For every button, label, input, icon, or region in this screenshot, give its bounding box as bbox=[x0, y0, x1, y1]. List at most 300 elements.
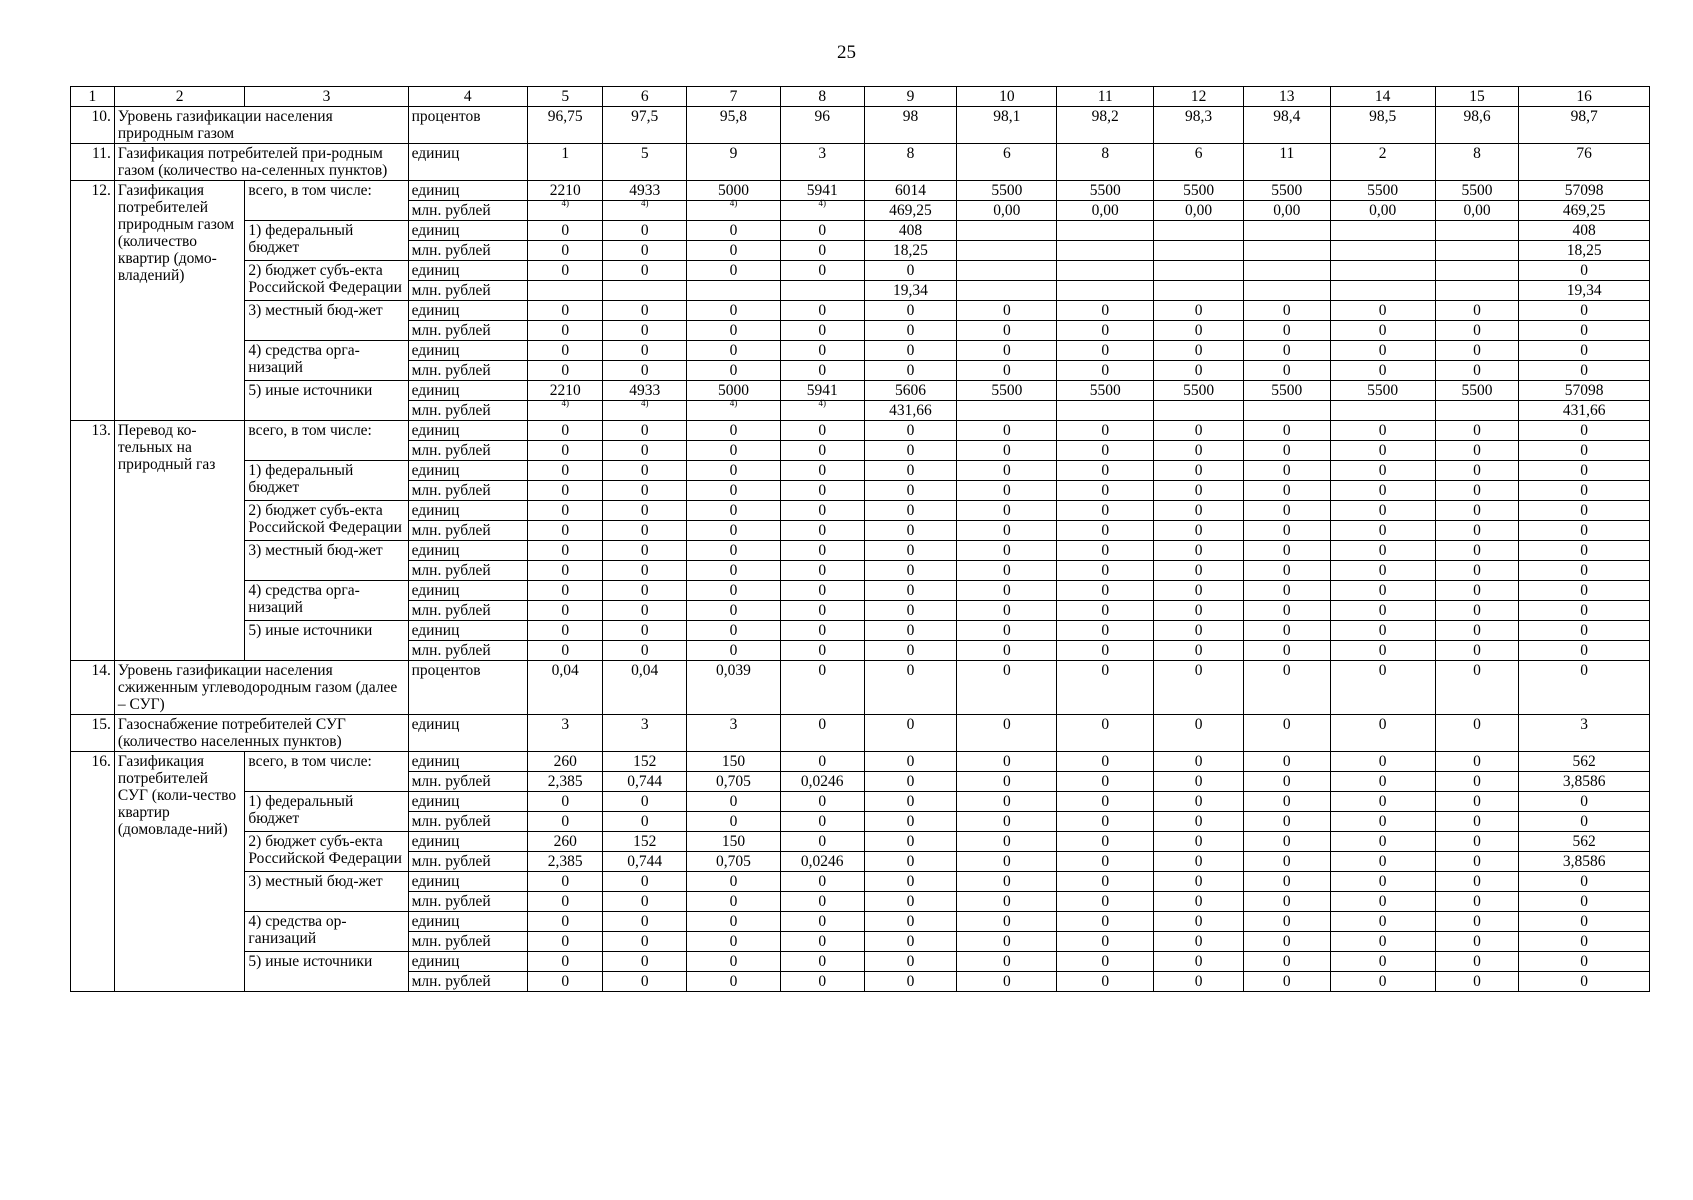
value-cell: 0 bbox=[1519, 952, 1650, 972]
value-cell: 0 bbox=[527, 892, 602, 912]
value-cell: 0 bbox=[1057, 872, 1154, 892]
value-cell: 0 bbox=[864, 812, 957, 832]
value-cell: 0 bbox=[1057, 792, 1154, 812]
value-cell: 0 bbox=[1435, 812, 1519, 832]
funding-subject-label: 2) бюджет субъ-екта Российской Федерации bbox=[245, 832, 408, 872]
value-cell: 0 bbox=[1243, 561, 1330, 581]
value-cell bbox=[1243, 401, 1330, 421]
unit-cell: единиц bbox=[408, 541, 527, 561]
value-cell: 0 bbox=[1057, 561, 1154, 581]
table-row bbox=[71, 107, 1650, 144]
value-cell: 0 bbox=[957, 872, 1057, 892]
value-cell: 0 bbox=[957, 601, 1057, 621]
value-cell: 2210 bbox=[527, 181, 602, 201]
value-cell: 0,00 bbox=[1330, 201, 1435, 221]
value-cell: 0 bbox=[527, 221, 602, 241]
value-cell: 0 bbox=[864, 301, 957, 321]
value-cell: 8 bbox=[1057, 144, 1154, 181]
value-cell: 0 bbox=[864, 501, 957, 521]
value-cell: 0 bbox=[1435, 461, 1519, 481]
value-cell: 98,7 bbox=[1519, 107, 1650, 144]
value-cell: 0 bbox=[527, 301, 602, 321]
value-cell: 0 bbox=[1519, 812, 1650, 832]
value-cell: 0 bbox=[603, 301, 687, 321]
value-cell: 0 bbox=[1154, 421, 1244, 441]
table-row bbox=[71, 381, 1650, 401]
value-cell bbox=[780, 281, 864, 301]
value-cell: 0 bbox=[687, 481, 781, 501]
value-cell: 0 bbox=[1154, 932, 1244, 952]
value-cell: 0 bbox=[864, 852, 957, 872]
value-cell: 0 bbox=[1330, 752, 1435, 772]
value-cell: 0 bbox=[527, 341, 602, 361]
column-number: 11 bbox=[1057, 87, 1154, 107]
column-number: 2 bbox=[114, 87, 245, 107]
funding-local-label: 3) местный бюд-жет bbox=[245, 301, 408, 341]
value-cell: 150 bbox=[687, 752, 781, 772]
value-cell: 0 bbox=[1519, 621, 1650, 641]
value-cell: 3 bbox=[527, 715, 602, 752]
value-cell: 0 bbox=[1330, 772, 1435, 792]
column-number: 4 bbox=[408, 87, 527, 107]
unit-cell: млн. рублей bbox=[408, 601, 527, 621]
value-cell: 0 bbox=[527, 932, 602, 952]
value-cell: 0 bbox=[1435, 341, 1519, 361]
value-cell: 0 bbox=[603, 581, 687, 601]
value-cell: 0 bbox=[1330, 341, 1435, 361]
value-cell: 562 bbox=[1519, 832, 1650, 852]
value-cell: 5500 bbox=[1154, 381, 1244, 401]
value-cell: 0 bbox=[1243, 541, 1330, 561]
value-cell: 0 bbox=[780, 461, 864, 481]
value-cell: 0 bbox=[864, 832, 957, 852]
unit-cell: единиц bbox=[408, 912, 527, 932]
value-cell: 5500 bbox=[1435, 381, 1519, 401]
value-cell: 4933 bbox=[603, 381, 687, 401]
indicator-label: Перевод ко-тельных на природный газ bbox=[114, 421, 245, 661]
value-cell: 0 bbox=[1330, 792, 1435, 812]
value-cell: 0 bbox=[780, 792, 864, 812]
value-cell bbox=[1330, 241, 1435, 261]
value-cell: 5000 bbox=[687, 381, 781, 401]
value-cell: 0 bbox=[1330, 912, 1435, 932]
value-cell: 0 bbox=[1154, 341, 1244, 361]
value-cell: 0 bbox=[1057, 812, 1154, 832]
value-cell: 0,039 bbox=[687, 661, 781, 715]
value-cell: 0 bbox=[1519, 792, 1650, 812]
value-cell: 0 bbox=[1435, 301, 1519, 321]
value-cell: 97,5 bbox=[603, 107, 687, 144]
value-cell: 0,04 bbox=[527, 661, 602, 715]
value-cell: 0 bbox=[957, 792, 1057, 812]
value-cell: 0 bbox=[1154, 621, 1244, 641]
value-cell: 0 bbox=[780, 621, 864, 641]
value-cell: 0 bbox=[527, 461, 602, 481]
value-cell: 0 bbox=[603, 481, 687, 501]
value-cell: 0 bbox=[1243, 621, 1330, 641]
value-cell: 5500 bbox=[1435, 181, 1519, 201]
value-cell: 0 bbox=[1330, 501, 1435, 521]
value-cell: 0 bbox=[780, 541, 864, 561]
value-cell: 150 bbox=[687, 832, 781, 852]
unit-cell: млн. рублей bbox=[408, 281, 527, 301]
funding-federal-label: 1) федеральный бюджет bbox=[245, 461, 408, 501]
value-cell: 0 bbox=[864, 912, 957, 932]
value-cell: 0 bbox=[957, 641, 1057, 661]
value-cell: 0 bbox=[864, 361, 957, 381]
value-cell: 0 bbox=[1330, 561, 1435, 581]
value-cell: 152 bbox=[603, 832, 687, 852]
value-cell: 0 bbox=[603, 241, 687, 261]
value-cell: 9 bbox=[687, 144, 781, 181]
value-cell: 0 bbox=[1435, 481, 1519, 501]
value-cell bbox=[1330, 281, 1435, 301]
value-cell: 562 bbox=[1519, 752, 1650, 772]
unit-cell: единиц bbox=[408, 581, 527, 601]
column-number: 1 bbox=[71, 87, 115, 107]
value-cell: 0 bbox=[1519, 892, 1650, 912]
value-cell: 0 bbox=[780, 641, 864, 661]
value-cell: 0 bbox=[780, 221, 864, 241]
value-cell: 0 bbox=[1154, 792, 1244, 812]
unit-cell: млн. рублей bbox=[408, 201, 527, 221]
value-cell: 0 bbox=[1435, 792, 1519, 812]
value-cell: 0 bbox=[1057, 752, 1154, 772]
value-cell: 0 bbox=[1243, 715, 1330, 752]
value-cell bbox=[957, 261, 1057, 281]
value-cell: 0 bbox=[957, 972, 1057, 992]
unit-cell: единиц bbox=[408, 621, 527, 641]
unit-cell: млн. рублей bbox=[408, 641, 527, 661]
value-cell: 0 bbox=[1519, 641, 1650, 661]
value-cell: 0 bbox=[603, 461, 687, 481]
value-cell: 0 bbox=[780, 481, 864, 501]
value-cell: 0 bbox=[1519, 912, 1650, 932]
table-row bbox=[71, 461, 1650, 481]
funding-federal-label: 1) федеральный бюджет bbox=[245, 221, 408, 261]
value-cell: 0 bbox=[1243, 301, 1330, 321]
value-cell: 0 bbox=[957, 581, 1057, 601]
value-cell: 0 bbox=[864, 581, 957, 601]
value-cell: 0,744 bbox=[603, 772, 687, 792]
value-cell: 0 bbox=[780, 661, 864, 715]
value-cell bbox=[1057, 241, 1154, 261]
value-cell: 0 bbox=[780, 872, 864, 892]
value-cell: 152 bbox=[603, 752, 687, 772]
value-cell: 0 bbox=[1330, 892, 1435, 912]
value-cell: 0 bbox=[527, 481, 602, 501]
value-cell: 0 bbox=[1057, 932, 1154, 952]
value-cell: 0 bbox=[1519, 501, 1650, 521]
unit-cell: единиц bbox=[408, 261, 527, 281]
value-cell: 431,66 bbox=[864, 401, 957, 421]
unit-cell: единиц bbox=[408, 181, 527, 201]
value-cell: 0 bbox=[1154, 481, 1244, 501]
value-cell: 0 bbox=[864, 561, 957, 581]
funding-other-label: 5) иные источники bbox=[245, 621, 408, 661]
value-cell: 0 bbox=[1243, 812, 1330, 832]
value-cell bbox=[687, 281, 781, 301]
value-cell: 0 bbox=[1330, 832, 1435, 852]
footnote-mark: 4) bbox=[561, 198, 569, 208]
value-cell: 0 bbox=[780, 912, 864, 932]
value-cell: 0 bbox=[1435, 421, 1519, 441]
value-cell: 0 bbox=[687, 641, 781, 661]
value-cell: 0 bbox=[1154, 521, 1244, 541]
value-cell bbox=[1435, 401, 1519, 421]
value-cell: 19,34 bbox=[1519, 281, 1650, 301]
row-number: 11. bbox=[71, 144, 115, 181]
value-cell: 0 bbox=[957, 301, 1057, 321]
value-cell: 8 bbox=[864, 144, 957, 181]
value-cell bbox=[527, 198, 602, 221]
value-cell: 0 bbox=[957, 521, 1057, 541]
value-cell: 0 bbox=[1154, 752, 1244, 772]
value-cell: 0 bbox=[780, 952, 864, 972]
value-cell: 0 bbox=[1057, 501, 1154, 521]
value-cell: 18,25 bbox=[1519, 241, 1650, 261]
value-cell: 3 bbox=[687, 715, 781, 752]
value-cell: 0 bbox=[1243, 852, 1330, 872]
unit-cell: процентов bbox=[408, 661, 527, 715]
value-cell: 0 bbox=[864, 481, 957, 501]
value-cell bbox=[1435, 261, 1519, 281]
value-cell: 0 bbox=[603, 972, 687, 992]
value-cell: 2,385 bbox=[527, 772, 602, 792]
unit-cell: единиц bbox=[408, 792, 527, 812]
value-cell: 3,8586 bbox=[1519, 772, 1650, 792]
value-cell: 0 bbox=[1057, 301, 1154, 321]
value-cell: 0,705 bbox=[687, 852, 781, 872]
value-cell bbox=[1154, 221, 1244, 241]
value-cell: 6 bbox=[957, 144, 1057, 181]
value-cell bbox=[687, 398, 781, 421]
value-cell: 98,2 bbox=[1057, 107, 1154, 144]
value-cell: 0 bbox=[1519, 341, 1650, 361]
value-cell: 3 bbox=[780, 144, 864, 181]
value-cell: 0 bbox=[1435, 772, 1519, 792]
value-cell: 0 bbox=[780, 812, 864, 832]
value-cell bbox=[1154, 281, 1244, 301]
unit-cell: млн. рублей bbox=[408, 241, 527, 261]
value-cell: 0 bbox=[780, 501, 864, 521]
unit-cell: единиц bbox=[408, 421, 527, 441]
value-cell bbox=[603, 281, 687, 301]
funding-subject-label: 2) бюджет субъ-екта Российской Федерации bbox=[245, 501, 408, 541]
row-number: 16. bbox=[71, 752, 115, 992]
value-cell: 0 bbox=[1330, 521, 1435, 541]
value-cell: 0 bbox=[687, 912, 781, 932]
value-cell: 0 bbox=[1243, 601, 1330, 621]
value-cell: 0 bbox=[687, 321, 781, 341]
value-cell bbox=[1435, 221, 1519, 241]
value-cell: 0 bbox=[1243, 892, 1330, 912]
value-cell: 2210 bbox=[527, 381, 602, 401]
table-row bbox=[71, 261, 1650, 281]
value-cell: 0 bbox=[603, 341, 687, 361]
value-cell: 0 bbox=[1243, 321, 1330, 341]
value-cell: 0 bbox=[1330, 321, 1435, 341]
unit-cell: процентов bbox=[408, 107, 527, 144]
table-row bbox=[71, 301, 1650, 321]
value-cell: 0 bbox=[527, 321, 602, 341]
value-cell: 0,00 bbox=[1435, 201, 1519, 221]
value-cell: 0 bbox=[687, 241, 781, 261]
value-cell: 0 bbox=[1243, 361, 1330, 381]
value-cell: 0 bbox=[687, 972, 781, 992]
value-cell: 0 bbox=[780, 361, 864, 381]
indicator-label: Газификация потребителей природным газом (количество квартир (домо-владений) bbox=[114, 181, 245, 421]
value-cell: 0 bbox=[527, 421, 602, 441]
value-cell: 0 bbox=[1154, 581, 1244, 601]
value-cell: 0 bbox=[1435, 621, 1519, 641]
unit-cell: млн. рублей bbox=[408, 441, 527, 461]
value-cell: 0 bbox=[603, 812, 687, 832]
value-cell: 0 bbox=[1243, 932, 1330, 952]
value-cell: 0 bbox=[780, 715, 864, 752]
indicator-label: Уровень газификации населения сжиженным углеводородным газом (далее – СУГ) bbox=[114, 661, 408, 715]
value-cell: 0 bbox=[1154, 541, 1244, 561]
row-number: 14. bbox=[71, 661, 115, 715]
value-cell: 0 bbox=[957, 852, 1057, 872]
value-cell bbox=[1057, 401, 1154, 421]
value-cell: 0 bbox=[603, 892, 687, 912]
value-cell: 57098 bbox=[1519, 181, 1650, 201]
value-cell: 0 bbox=[1330, 661, 1435, 715]
value-cell: 0,00 bbox=[1154, 201, 1244, 221]
unit-cell: млн. рублей bbox=[408, 521, 527, 541]
value-cell: 0 bbox=[527, 792, 602, 812]
value-cell: 0 bbox=[1057, 341, 1154, 361]
value-cell: 0 bbox=[1154, 561, 1244, 581]
table-row bbox=[71, 221, 1650, 241]
value-cell: 0 bbox=[527, 952, 602, 972]
unit-cell: единиц bbox=[408, 341, 527, 361]
value-cell: 0 bbox=[864, 421, 957, 441]
value-cell: 5500 bbox=[1243, 181, 1330, 201]
value-cell: 4933 bbox=[603, 181, 687, 201]
value-cell bbox=[780, 398, 864, 421]
value-cell: 0,0246 bbox=[780, 852, 864, 872]
value-cell: 0 bbox=[603, 441, 687, 461]
value-cell: 5500 bbox=[957, 381, 1057, 401]
value-cell: 0 bbox=[780, 601, 864, 621]
value-cell: 0,705 bbox=[687, 772, 781, 792]
value-cell bbox=[1243, 221, 1330, 241]
value-cell: 0 bbox=[1435, 715, 1519, 752]
value-cell bbox=[527, 398, 602, 421]
value-cell: 5941 bbox=[780, 181, 864, 201]
value-cell bbox=[1243, 241, 1330, 261]
value-cell: 0 bbox=[1330, 481, 1435, 501]
value-cell bbox=[1057, 281, 1154, 301]
value-cell: 0 bbox=[1330, 641, 1435, 661]
value-cell: 0 bbox=[527, 561, 602, 581]
value-cell: 0 bbox=[603, 421, 687, 441]
value-cell: 0 bbox=[1435, 641, 1519, 661]
value-cell: 0 bbox=[1057, 972, 1154, 992]
value-cell: 469,25 bbox=[864, 201, 957, 221]
value-cell: 0 bbox=[864, 892, 957, 912]
value-cell: 0 bbox=[1435, 932, 1519, 952]
value-cell: 0 bbox=[864, 601, 957, 621]
value-cell: 0 bbox=[603, 601, 687, 621]
gasification-indicators-table bbox=[70, 86, 1650, 992]
value-cell: 0 bbox=[1330, 872, 1435, 892]
value-cell: 0 bbox=[687, 952, 781, 972]
funding-total-label: всего, в том числе: bbox=[245, 421, 408, 461]
value-cell: 0,00 bbox=[1243, 201, 1330, 221]
value-cell: 0 bbox=[1154, 321, 1244, 341]
value-cell: 0 bbox=[957, 361, 1057, 381]
value-cell: 0 bbox=[864, 461, 957, 481]
value-cell bbox=[1330, 221, 1435, 241]
value-cell: 0 bbox=[1330, 932, 1435, 952]
value-cell: 0 bbox=[780, 752, 864, 772]
table-row bbox=[71, 621, 1650, 641]
funding-local-label: 3) местный бюд-жет bbox=[245, 541, 408, 581]
value-cell: 0 bbox=[603, 952, 687, 972]
table-row bbox=[71, 181, 1650, 201]
value-cell: 0 bbox=[527, 501, 602, 521]
value-cell: 0 bbox=[1243, 972, 1330, 992]
column-number: 10 bbox=[957, 87, 1057, 107]
value-cell: 0 bbox=[687, 261, 781, 281]
value-cell: 408 bbox=[864, 221, 957, 241]
value-cell: 0 bbox=[1154, 892, 1244, 912]
unit-cell: единиц bbox=[408, 832, 527, 852]
value-cell: 0 bbox=[780, 241, 864, 261]
footnote-mark: 4) bbox=[640, 398, 649, 408]
value-cell: 0 bbox=[1330, 715, 1435, 752]
value-cell: 0 bbox=[687, 461, 781, 481]
value-cell: 96,75 bbox=[527, 107, 602, 144]
value-cell: 0 bbox=[1435, 361, 1519, 381]
value-cell: 0 bbox=[1435, 852, 1519, 872]
value-cell: 0 bbox=[1519, 601, 1650, 621]
value-cell: 0 bbox=[1330, 601, 1435, 621]
funding-other-label: 5) иные источники bbox=[245, 381, 408, 421]
value-cell: 0 bbox=[687, 792, 781, 812]
value-cell: 0 bbox=[957, 932, 1057, 952]
value-cell: 260 bbox=[527, 752, 602, 772]
value-cell: 0 bbox=[603, 641, 687, 661]
value-cell: 0 bbox=[1057, 521, 1154, 541]
value-cell: 0 bbox=[527, 641, 602, 661]
table-row bbox=[71, 952, 1650, 972]
value-cell bbox=[527, 281, 602, 301]
value-cell: 0 bbox=[1435, 581, 1519, 601]
value-cell bbox=[1435, 241, 1519, 261]
value-cell: 2,385 bbox=[527, 852, 602, 872]
value-cell: 0 bbox=[957, 461, 1057, 481]
value-cell: 0 bbox=[1154, 952, 1244, 972]
value-cell bbox=[957, 401, 1057, 421]
value-cell: 0 bbox=[1057, 892, 1154, 912]
value-cell: 0,04 bbox=[603, 661, 687, 715]
footnote-mark: 4) bbox=[729, 398, 738, 408]
value-cell: 0 bbox=[603, 501, 687, 521]
value-cell: 0 bbox=[1330, 852, 1435, 872]
value-cell bbox=[1154, 401, 1244, 421]
value-cell: 0 bbox=[603, 792, 687, 812]
value-cell: 0 bbox=[1057, 321, 1154, 341]
value-cell: 0 bbox=[1519, 872, 1650, 892]
value-cell: 0 bbox=[527, 441, 602, 461]
value-cell: 0 bbox=[1330, 581, 1435, 601]
value-cell: 0 bbox=[687, 581, 781, 601]
unit-cell: единиц bbox=[408, 715, 527, 752]
